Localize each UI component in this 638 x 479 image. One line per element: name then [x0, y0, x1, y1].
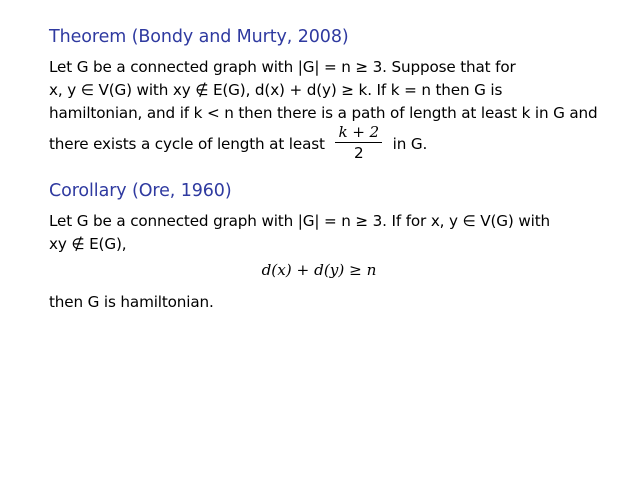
corollary-display-equation [0, 261, 638, 279]
theorem-line-4-pre: there exists a cycle of length at least [49, 135, 325, 153]
corollary-line-2: xy ∉ E(G), [49, 235, 127, 253]
theorem-line-4 [49, 124, 427, 165]
theorem-line-1: Let G be a connected graph with |G| = n ≥ 3. Suppose that for [49, 58, 516, 76]
theorem-line-3: hamiltonian, and if k < n then there is a path of length at least k in G and [49, 104, 598, 122]
theorem-line-2: x, y ∈ V(G) with xy ∉ E(G), d(x) + d(y) ≥ k. If k = n then G is [49, 81, 503, 99]
theorem-line-4-post: in G. [392, 135, 428, 153]
fraction-denominator: 2 [353, 144, 364, 162]
corollary-line-3: then G is hamiltonian. [49, 293, 214, 311]
corollary-line-1: Let G be a connected graph with |G| = n ≥ 3. If for x, y ∈ V(G) with [49, 212, 550, 230]
corollary-title: Corollary (Ore, 1960) [49, 181, 232, 201]
display-equation-text: d(x) + d(y) ≥ n [261, 261, 377, 279]
theorem-title: Theorem (Bondy and Murty, 2008) [49, 27, 349, 47]
fraction [335, 122, 382, 163]
fraction-numerator: k + 2 [335, 122, 382, 143]
